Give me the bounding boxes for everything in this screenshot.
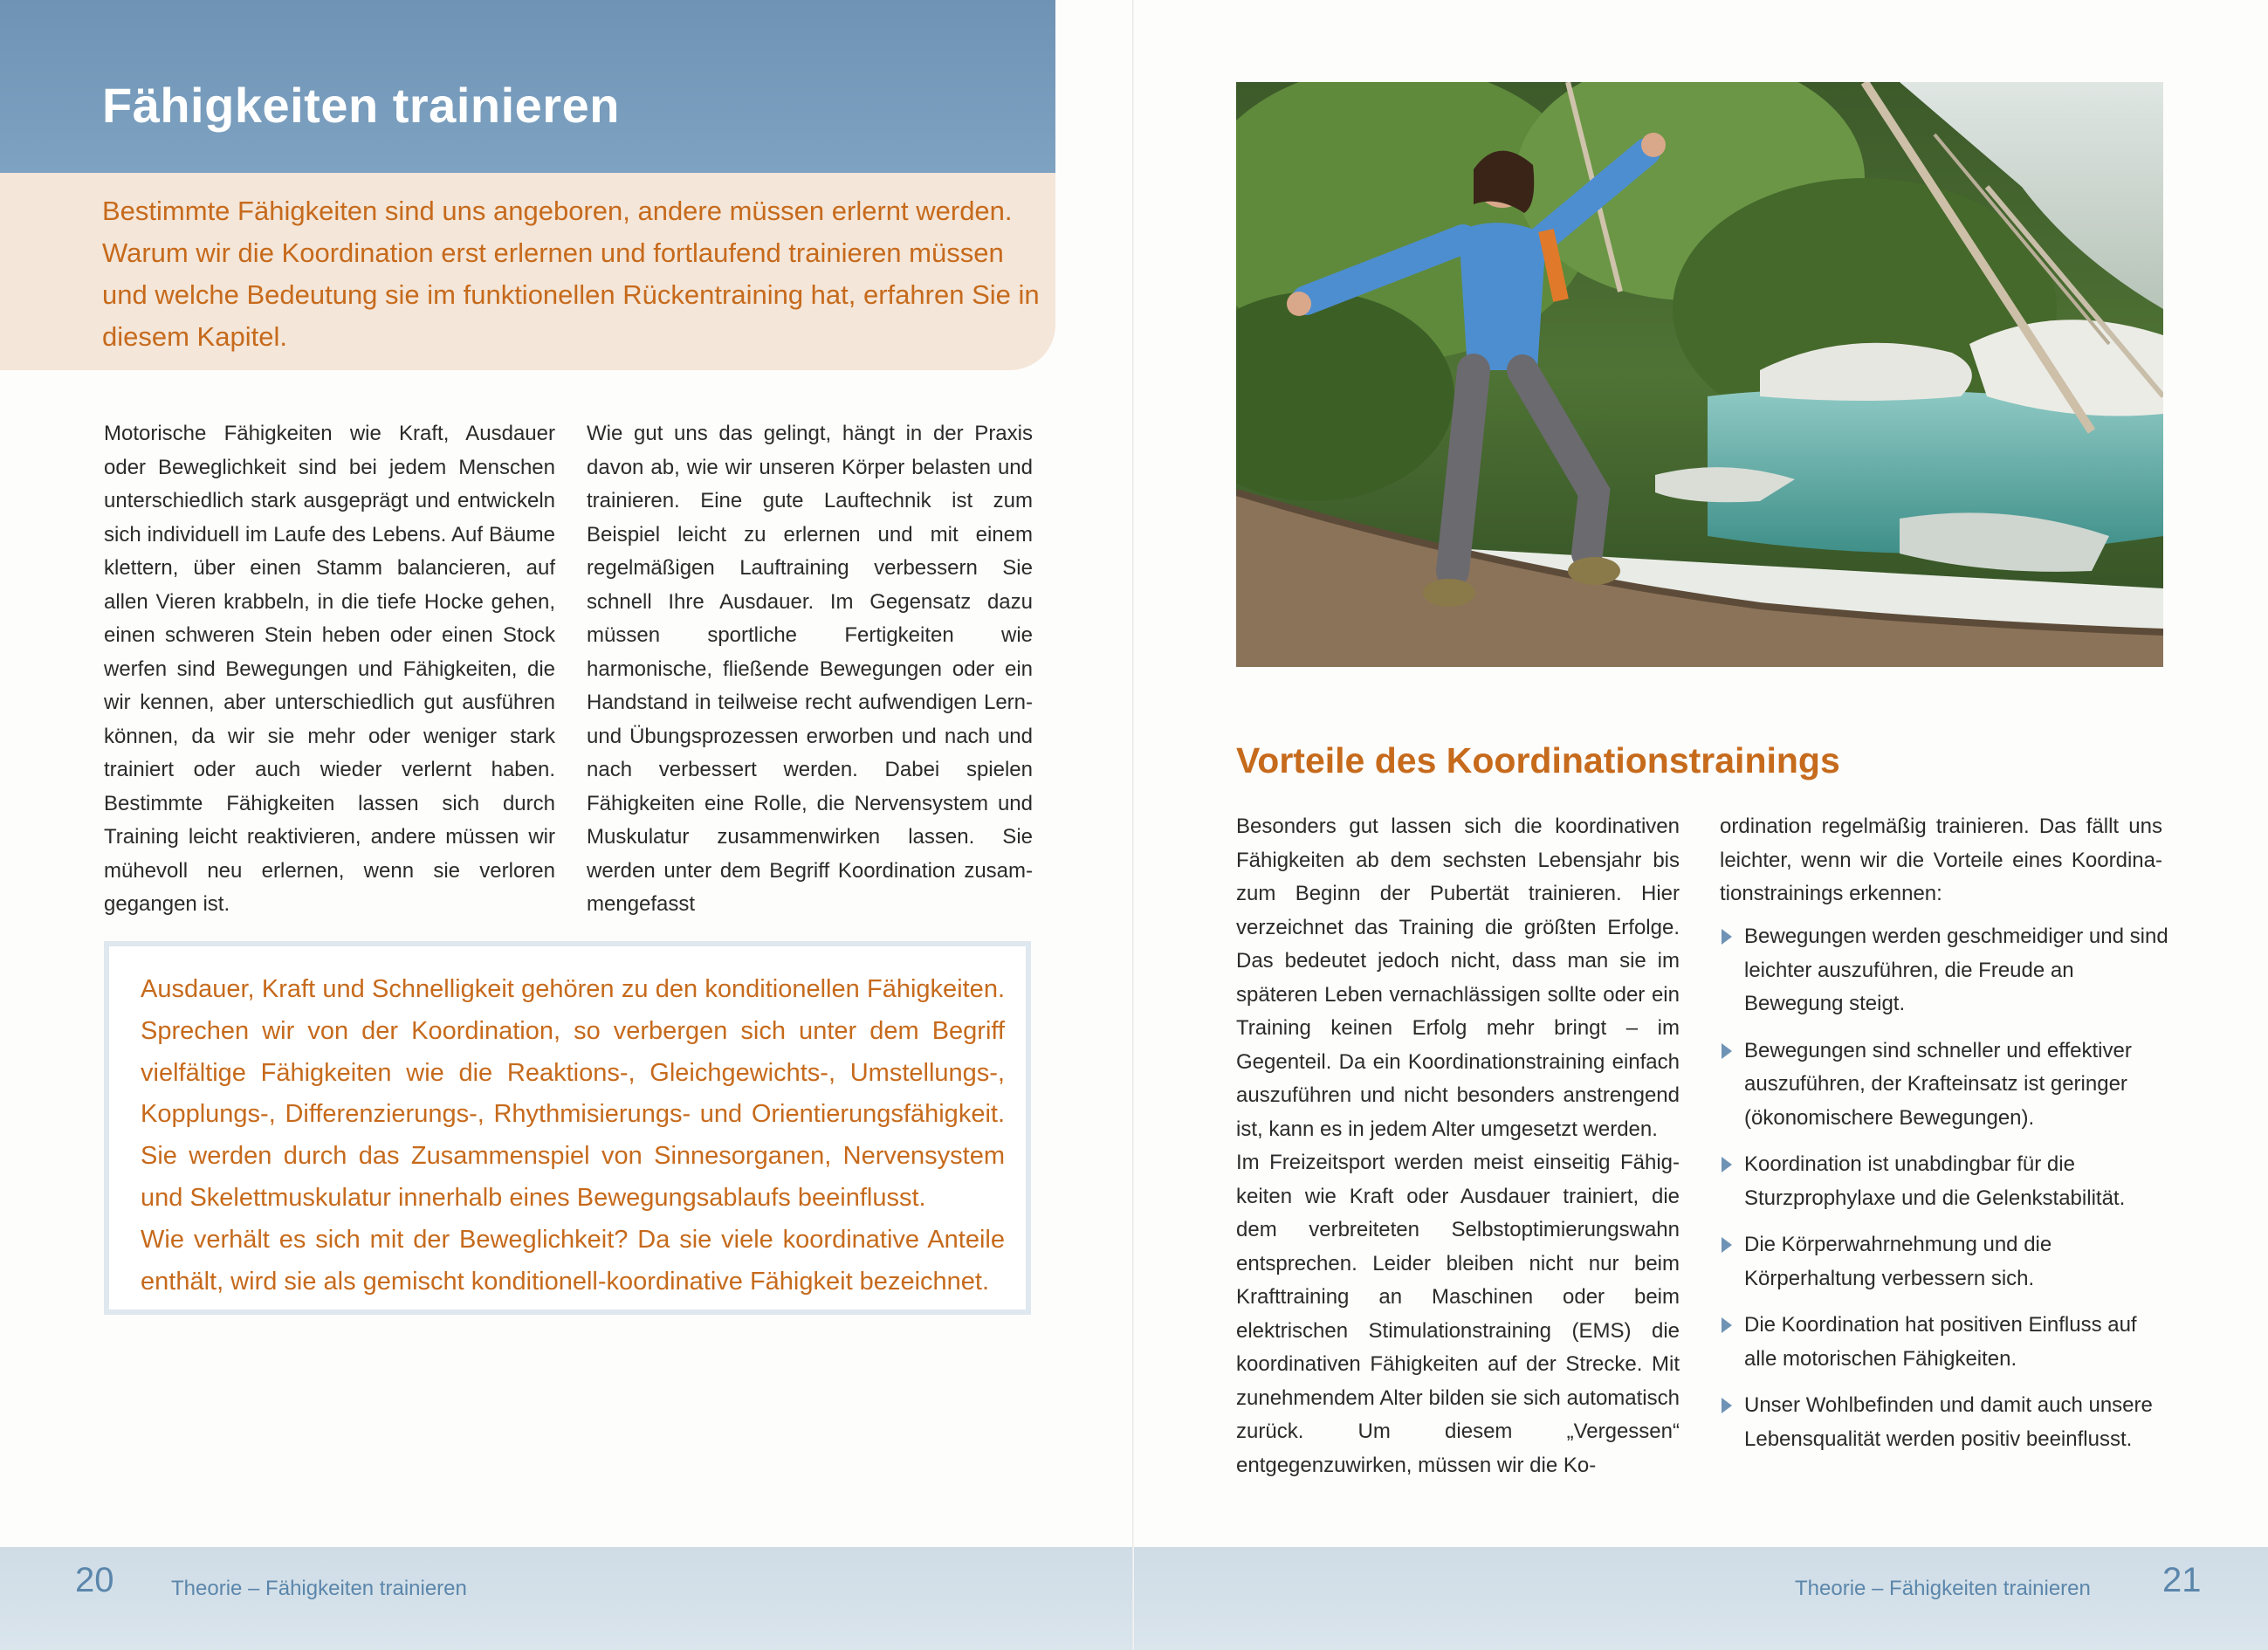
chapter-title: Fähigkeiten trainieren [102, 78, 620, 133]
info-paragraph-2: Wie verhält es sich mit der Beweglichkeit? Da sie viele koordinative Anteile enthält, wird sie als gemischt konditionell-koordinative Fähigkeit bezeichnet. [141, 1225, 1005, 1296]
list-item [1720, 920, 2174, 1021]
chapter-intro: Bestimmte Fähigkeiten sind uns angeboren, andere müssen erlernt werden. Warum wir die Koordination erst erlernen und fortlaufend trainieren müssen und welche Bedeutung sie im funktionellen Rückentraining hat, erfahren Sie in diesem Kapitel. [102, 196, 1040, 352]
footer-left [0, 1547, 1134, 1650]
right-page [1134, 0, 2268, 1650]
triangle-bullet-icon [1722, 1398, 1732, 1413]
footer-right [1134, 1547, 2268, 1650]
list-item-text: Koordination ist unabdingbar für die Sturzprophylaxe und die Gelenkstabilität. [1744, 1152, 2126, 1210]
list-item-text: Die Körperwahrnehmung und die Körperhaltung verbessern sich. [1744, 1233, 2052, 1290]
page-number-right: 21 [2162, 1561, 2202, 1599]
right-column-1-paragraph-2: Im Freizeitsport werden meist einseitig Fähigkeiten wie Kraft oder Ausdauer trainiert, die dem verbreiteten Selbstoptimierungswahn entsprechen. Leider bleiben nicht nur beim Krafttraining an Maschinen oder beim elektrischen Stimulationstraining (EMS) die koordinativen Fähigkeiten auf der Strecke. Mit zunehmendem Alter bilden sie sich automatisch zurück. Um diesem „Vergessen“ entgegenzuwirken, müssen wir die Ko- [1236, 1151, 1680, 1477]
right-column-2-intro: ordination regelmäßig trainieren. Das fällt uns leichter, wenn wir die Vorteile eines Koordinationstrainings erkennen: [1720, 815, 2162, 905]
list-item-text: Bewegungen werden geschmeidiger und sind leichter auszuführen, die Freude an Bewegung steigt. [1744, 925, 2168, 1015]
info-box-text [141, 969, 1005, 1303]
list-item [1720, 1228, 2174, 1296]
triangle-bullet-icon [1722, 1043, 1732, 1059]
section-title: Vorteile des Koordinationstrainings [1236, 740, 1840, 780]
triangle-bullet-icon [1722, 1157, 1732, 1172]
triangle-bullet-icon [1722, 1317, 1732, 1333]
list-item [1720, 1389, 2174, 1456]
info-paragraph-1: Ausdauer, Kraft und Schnelligkeit gehören zu den konditionellen Fähigkeiten. Sprechen wir von der Koordination, so verbergen sich unter dem Begriff vielfältige Fähigkeiten wie die Reaktions-, Gleichgewichts-, Umstellungs-, Kopplungs-, Differenzierungs-, Rhythmisierungs- und Orientierungsfähigkeit. Sie werden durch das Zusammenspiel von Sinnesorganen, Nervensystem und Skelettmuskulatur innerhalb eines Bewegungsablaufs beeinflusst. [141, 975, 1005, 1212]
triangle-bullet-icon [1722, 929, 1732, 945]
photo-illustration [1236, 82, 2163, 667]
right-column-1-paragraph-1: Besonders gut lassen sich die koordinativen Fähigkeiten ab dem sechsten Lebensjahr bis zum Beginn der Pubertät trainieren. Hier verzeichnet das Training die größten Erfolge. Das bedeutet jedoch nicht, dass man sie im späteren Leben vernachlässigen sollte oder ein Training keinen Erfolg mehr bringt – im Gegenteil. Da ein Koordinationstraining einfach auszuführen und nicht besonders anstrengend ist, kann es in jedem Alter umgesetzt werden. [1236, 815, 1680, 1141]
advantages-list [1720, 920, 2174, 1469]
body-column-2: Wie gut uns das gelingt, hängt in der Praxis davon ab, wie wir unseren Körper belasten und trainieren. Eine gute Lauftechnik ist zum Beispiel leicht zu erlernen und mit einem regelmäßigen Lauftraining verbessern Sie schnell Ihre Ausdauer. Im Gegensatz dazu müssen sportliche Fertigkeiten wie harmonische, fließende Bewegungen oder ein Handstand in teilweise recht aufwendigen Lern- und Übungsprozessen erworben und nach und nach verbessert werden. Dabei spielen Fähigkeiten eine Rolle, die Nervensystem und Muskulatur zusammenwirken lassen. Sie werden unter dem Begriff Koordination zusammengefasst [587, 422, 1033, 916]
list-item [1720, 1148, 2174, 1215]
info-box [104, 941, 1031, 1315]
list-item [1720, 1309, 2174, 1376]
hiker-balancing-photo [1236, 82, 2163, 667]
list-item-text: Unser Wohlbefinden und damit auch unsere Lebensqualität werden positiv beeinflusst. [1744, 1393, 2153, 1451]
right-body-column-1 [1236, 810, 1680, 1482]
list-item-text: Bewegungen sind schneller und effektiver auszuführen, der Krafteinsatz ist geringer (ökonomischere Bewegungen). [1744, 1038, 2132, 1130]
list-item [1720, 1035, 2174, 1136]
page-number-left: 20 [75, 1561, 114, 1599]
running-footer-right: Theorie – Fähigkeiten trainieren [1795, 1577, 2091, 1600]
running-footer-left: Theorie – Fähigkeiten trainieren [171, 1577, 467, 1600]
triangle-bullet-icon [1722, 1237, 1732, 1253]
body-column-1: Motorische Fähigkeiten wie Kraft, Ausdauer oder Beweglichkeit sind bei jedem Menschen unterschiedlich stark ausgeprägt und entwickeln sich individuell im Laufe des Lebens. Auf Bäume klettern, über einen Stamm balancieren, auf allen Vieren krabbeln, in die tiefe Hocke gehen, einen schweren Stein heben oder einen Stock werfen sind Bewegungen und Fähigkeiten, die wir kennen, aber unterschiedlich gut ausführen können, da wir sie mehr oder weniger stark trainiert oder auch wieder verlernt haben. Bestimmte Fähigkeiten lassen sich durch Training leicht reaktivieren, andere müssen wir mühevoll neu erlernen, wenn sie verloren gegangen ist. [104, 422, 555, 916]
list-item-text: Die Koordination hat positiven Einfluss auf alle motorischen Fähigkeiten. [1744, 1313, 2137, 1371]
